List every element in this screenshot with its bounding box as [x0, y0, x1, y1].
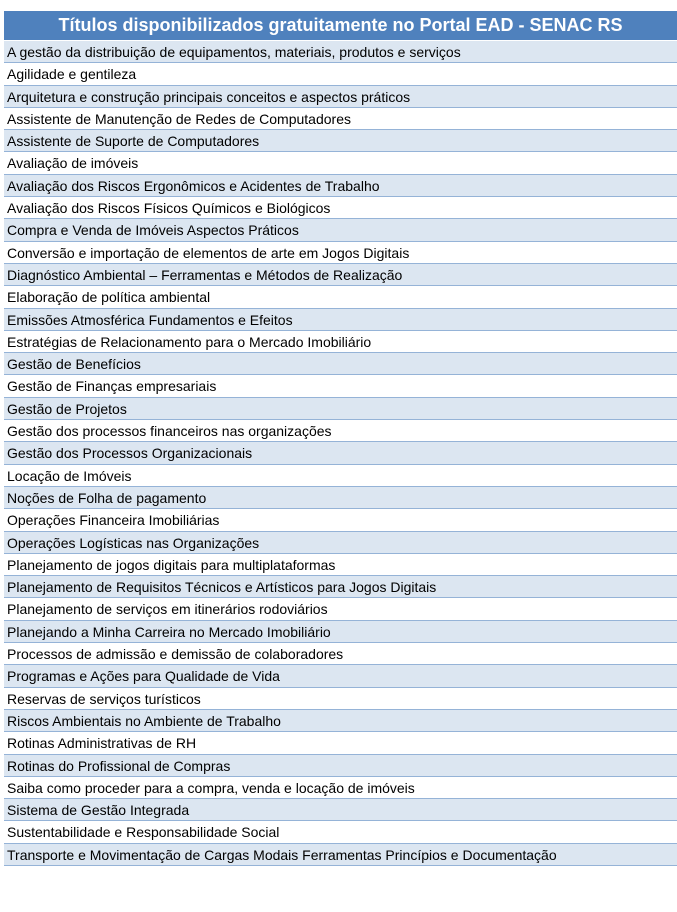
table-row: Reservas de serviços turísticos — [4, 688, 677, 710]
table-row: Operações Logísticas nas Organizações — [4, 532, 677, 554]
table-row: Gestão de Finanças empresariais — [4, 375, 677, 397]
table-row: Gestão de Projetos — [4, 398, 677, 420]
table-row: Locação de Imóveis — [4, 465, 677, 487]
table-row: Elaboração de política ambiental — [4, 286, 677, 308]
table-row: Gestão dos Processos Organizacionais — [4, 442, 677, 464]
course-table — [4, 11, 677, 866]
table-row: Sustentabilidade e Responsabilidade Social — [4, 821, 677, 843]
table-row: Conversão e importação de elementos de arte em Jogos Digitais — [4, 242, 677, 264]
table-row: Planejamento de serviços em itinerários rodoviários — [4, 598, 677, 620]
table-row: Estratégias de Relacionamento para o Mercado Imobiliário — [4, 331, 677, 353]
table-row: Transporte e Movimentação de Cargas Modais Ferramentas Princípios e Documentação — [4, 844, 677, 866]
table-row: A gestão da distribuição de equipamentos, materiais, produtos e serviços — [4, 41, 677, 63]
table-row: Processos de admissão e demissão de colaboradores — [4, 643, 677, 665]
table-row: Emissões Atmosférica Fundamentos e Efeitos — [4, 309, 677, 331]
table-row: Avaliação de imóveis — [4, 152, 677, 174]
table-row: Programas e Ações para Qualidade de Vida — [4, 665, 677, 687]
table-row: Sistema de Gestão Integrada — [4, 799, 677, 821]
table-row: Planejando a Minha Carreira no Mercado Imobiliário — [4, 621, 677, 643]
table-row: Assistente de Manutenção de Redes de Computadores — [4, 108, 677, 130]
table-row: Avaliação dos Riscos Físicos Químicos e Biológicos — [4, 197, 677, 219]
table-title: Títulos disponibilizados gratuitamente no Portal EAD - SENAC RS — [4, 11, 677, 41]
table-row: Operações Financeira Imobiliárias — [4, 509, 677, 531]
table-row: Gestão dos processos financeiros nas organizações — [4, 420, 677, 442]
table-row: Compra e Venda de Imóveis Aspectos Práticos — [4, 219, 677, 241]
table-row: Saiba como proceder para a compra, venda e locação de imóveis — [4, 777, 677, 799]
table-row: Noções de Folha de pagamento — [4, 487, 677, 509]
table-row: Arquitetura e construção principais conceitos e aspectos práticos — [4, 86, 677, 108]
table-row: Rotinas Administrativas de RH — [4, 732, 677, 754]
table-row: Agilidade e gentileza — [4, 63, 677, 85]
table-row: Rotinas do Profissional de Compras — [4, 755, 677, 777]
table-row: Riscos Ambientais no Ambiente de Trabalho — [4, 710, 677, 732]
table-row: Avaliação dos Riscos Ergonômicos e Acidentes de Trabalho — [4, 175, 677, 197]
table-row: Planejamento de jogos digitais para multiplataformas — [4, 554, 677, 576]
course-list — [4, 41, 677, 866]
table-row: Planejamento de Requisitos Técnicos e Artísticos para Jogos Digitais — [4, 576, 677, 598]
table-row: Assistente de Suporte de Computadores — [4, 130, 677, 152]
table-row: Gestão de Benefícios — [4, 353, 677, 375]
table-row: Diagnóstico Ambiental – Ferramentas e Métodos de Realização — [4, 264, 677, 286]
